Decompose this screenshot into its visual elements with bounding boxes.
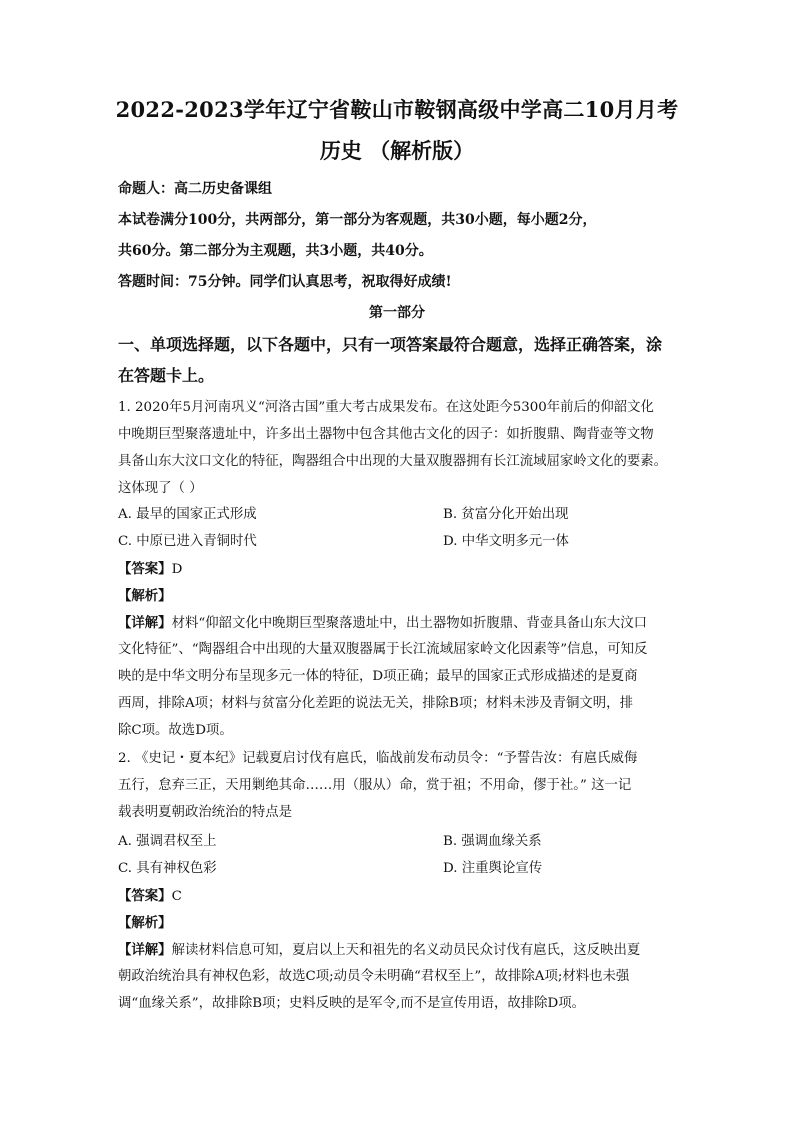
section-heading-line-1: 一、单项选择题，以下各题中，只有一项答案最符合题意，选择正确答案，涂	[118, 335, 663, 354]
detail-line	[118, 610, 680, 638]
detail-line: 文化特征”、“陶器组合中出现的大量双腹器属于长江流域屈家岭文化因素等”信息，可知反	[118, 642, 648, 657]
detail-line: 西周，排除A项；材料与贫富分化差距的说法无关，排除B项；材料未涉及青铜文明，排	[118, 696, 633, 711]
answer-value: D	[171, 562, 183, 577]
author-line: 命题人：高二历史备课组	[118, 181, 272, 197]
answer-value: C	[171, 889, 182, 904]
question-text-line: 五行，怠弃三正，天用剿绝其命……用（服从）命，赏于祖；不用命，僇于社。” 这一记	[118, 778, 632, 793]
detail-label: 【详解】	[118, 615, 172, 631]
document-subtitle: 历史 （解析版）	[319, 138, 475, 163]
question-text-line: 具备山东大汶口文化的特征，陶器组合中出现的大量双腹器拥有长江流域屈家岭文化的要素。	[118, 454, 668, 469]
option-a: A. 最早的国家正式形成	[118, 507, 257, 522]
analysis-label: 【解析】	[118, 588, 172, 604]
detail-text: 解读材料信息可知，夏启以上天和祖先的名义动员民众讨伐有扈氏，这反映出夏	[171, 943, 641, 958]
option-c: C. 具有神权色彩	[118, 861, 217, 876]
answer-label: 【答案】	[118, 561, 172, 577]
detail-text: 材料“仰韶文化中晚期巨型聚落遗址中，出土器物如折腹鼎、背壶具备山东大汶口	[171, 616, 648, 631]
part-title: 第一部分	[369, 305, 425, 321]
question-text-line: 中晚期巨型聚落遗址中，许多出土器物中包含其他古文化的因子：如折腹鼎、陶背壶等文物	[118, 427, 654, 442]
answer-line	[118, 883, 182, 911]
option-b: B. 贫富分化开始出现	[443, 507, 569, 522]
question-text-line: 1. 2020年5月河南巩义“河洛古国”重大考古成果发布。在这处距今5300年前后的仰韶文化	[118, 400, 654, 415]
question-text-line: 载表明夏朝政治统治的特点是	[118, 805, 293, 820]
option-d: D. 注重舆论宣传	[443, 861, 543, 876]
detail-line: 映的是中华文明分布呈现多元一体的特征，D项正确；最早的国家正式形成描述的是夏商	[118, 669, 638, 684]
section-heading-line-2: 在答题卡上。	[118, 366, 215, 385]
analysis-label: 【解析】	[118, 915, 172, 931]
answer-label: 【答案】	[118, 888, 172, 904]
option-d: D. 中华文明多元一体	[443, 534, 569, 549]
question-text-line: 2. 《史记・夏本纪》记载夏启讨伐有扈氏，临战前发布动员令：“予誓告汝：有扈氏威侮	[118, 751, 638, 766]
option-b: B. 强调血缘关系	[443, 834, 542, 849]
scoring-line-2: 共60分。第二部分为主观题，共3小题，共40分。	[118, 243, 433, 259]
detail-line: 朝政治统治具有神权色彩，故选C项;动员令未明确“君权至上”，故排除A项;材料也未强	[118, 969, 630, 984]
option-a: A. 强调君权至上	[118, 834, 217, 849]
question-text-line: 这体现了（ ）	[118, 481, 203, 496]
detail-label: 【详解】	[118, 942, 172, 958]
detail-line: 除C项。故选D项。	[118, 723, 233, 738]
document-title: 2022-2023学年辽宁省鞍山市鞍钢高级中学高二10月月考	[115, 97, 679, 122]
scoring-line-1: 本试卷满分100分，共两部分，第一部分为客观题，共30小题，每小题2分，	[118, 212, 597, 228]
option-c: C. 中原已进入青铜时代	[118, 534, 257, 549]
detail-line: 调“血缘关系”，故排除B项；史料反映的是军令,而不是宣传用语，故排除D项。	[118, 996, 586, 1011]
time-line: 答题时间：75分钟。同学们认真思考，祝取得好成绩!	[118, 274, 452, 290]
answer-line	[118, 556, 182, 584]
detail-line	[118, 937, 680, 965]
